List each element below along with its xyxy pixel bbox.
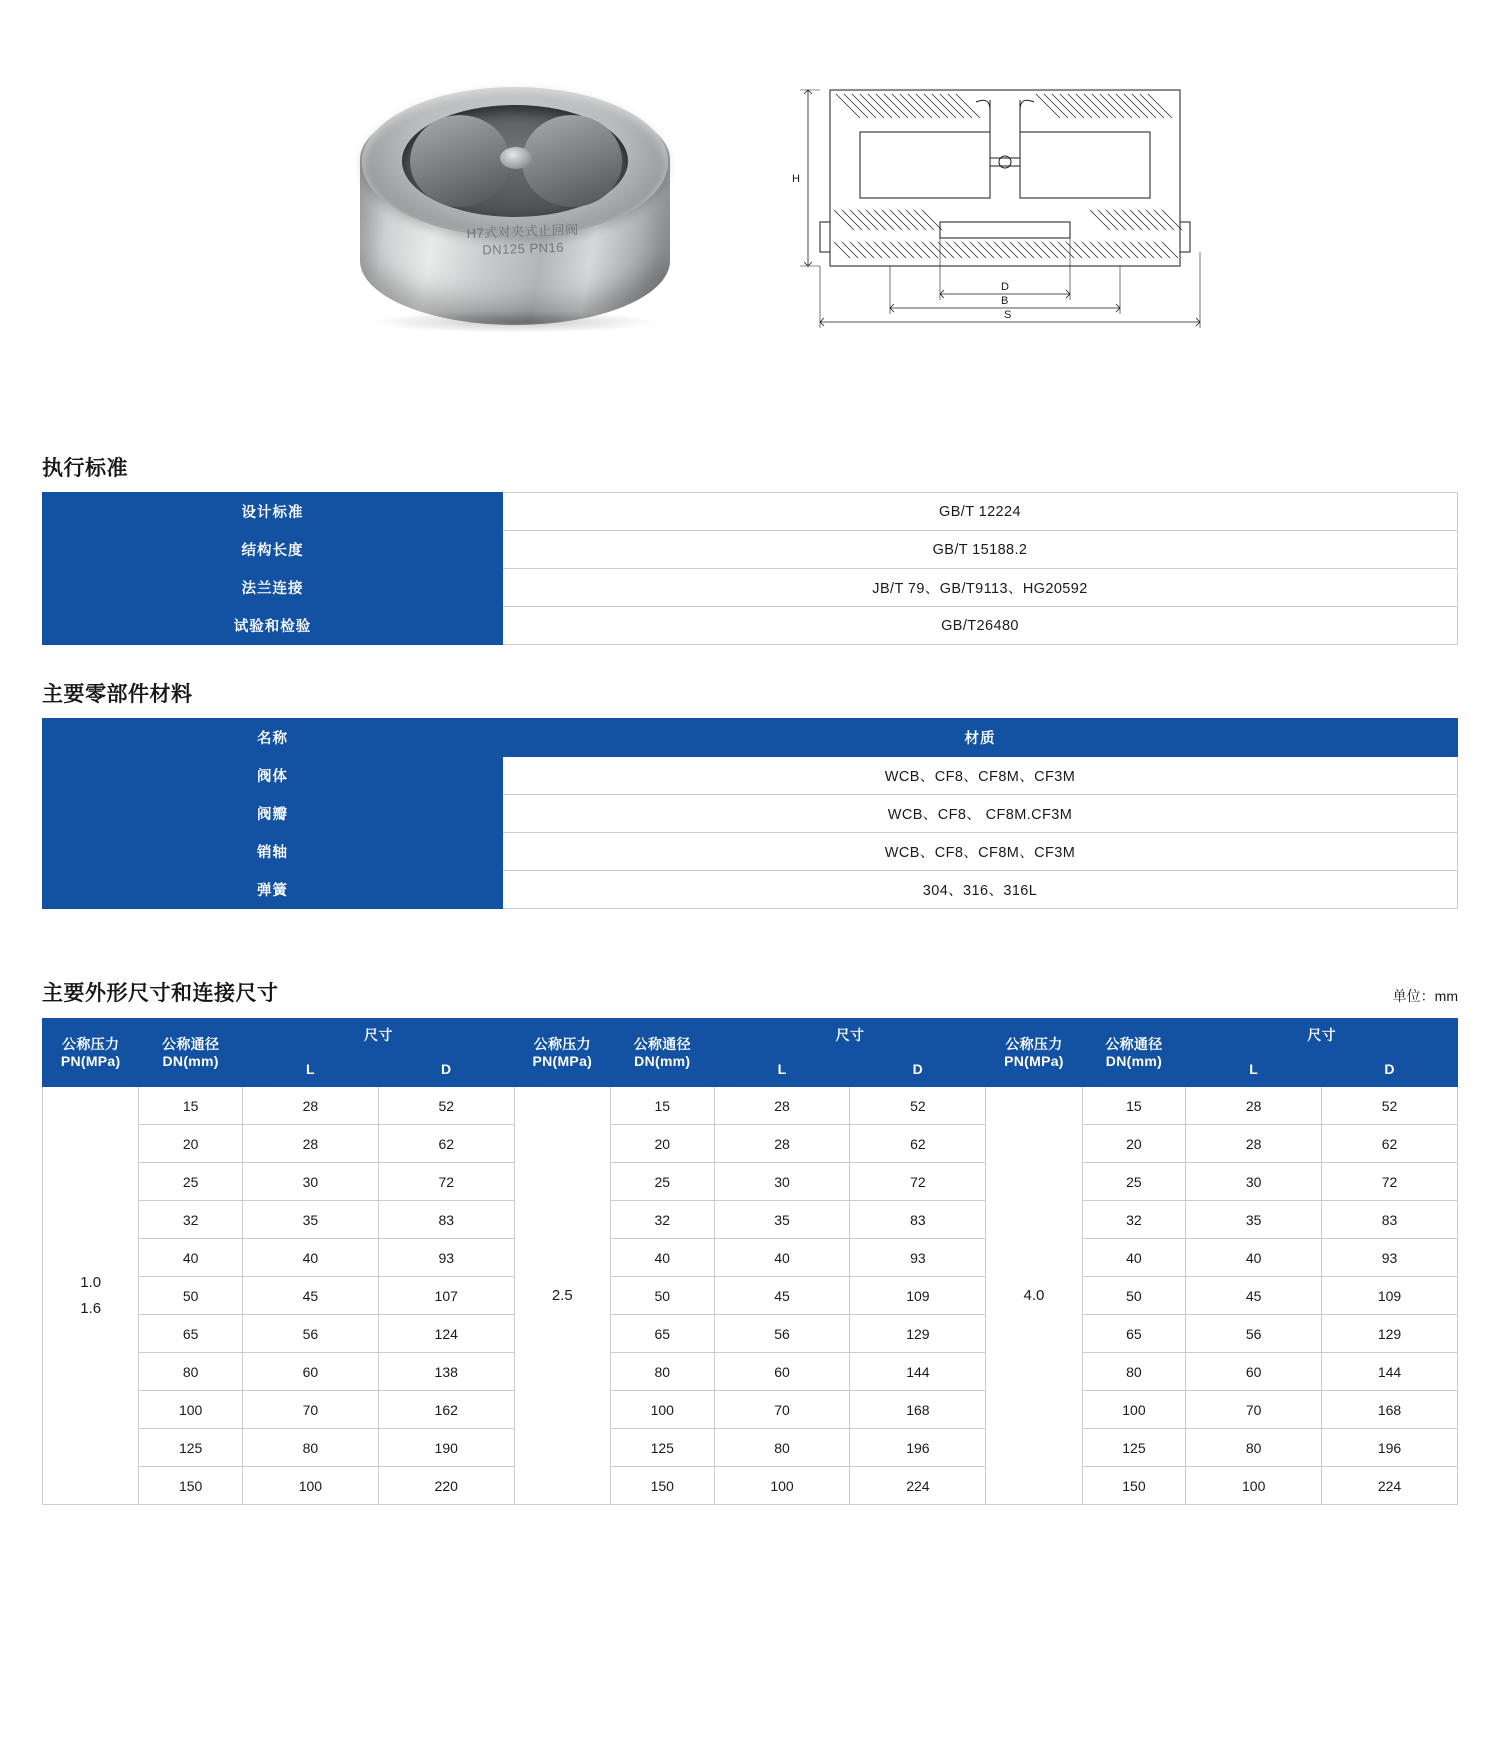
cell-d: 62 <box>850 1125 986 1163</box>
col-header-pn-line2: PN(MPa) <box>532 1052 593 1069</box>
valve-marking-line-2: DN125 PN16 <box>482 239 565 258</box>
cell-d: 72 <box>1322 1163 1458 1201</box>
cell-l: 100 <box>1186 1467 1322 1505</box>
cell-d: 144 <box>1322 1353 1458 1391</box>
cell-dn: 50 <box>139 1277 243 1315</box>
standards-table <box>42 492 1458 645</box>
pn-value-group-1 <box>43 1087 139 1505</box>
standards-row-value: GB/T 12224 <box>503 493 1458 531</box>
cell-dn: 125 <box>610 1429 714 1467</box>
cell-d: 52 <box>378 1087 514 1125</box>
cell-d: 220 <box>378 1467 514 1505</box>
drawing-label-d: D <box>1001 281 1009 293</box>
standards-row-label: 法兰连接 <box>43 569 503 607</box>
cell-d: 72 <box>850 1163 986 1201</box>
valve-product-photo <box>340 75 690 350</box>
drawing-label-h: H <box>792 173 800 185</box>
cell-l: 28 <box>714 1125 850 1163</box>
col-header-dn-2 <box>610 1019 714 1087</box>
cell-d: 224 <box>1322 1467 1458 1505</box>
cell-l: 100 <box>243 1467 379 1505</box>
col-header-dn-3 <box>1082 1019 1186 1087</box>
cell-dn: 150 <box>1082 1467 1186 1505</box>
cell-l: 70 <box>243 1391 379 1429</box>
cell-dn: 100 <box>610 1391 714 1429</box>
standards-section-title: 执行标准 <box>42 457 128 480</box>
cell-l: 35 <box>1186 1201 1322 1239</box>
table-row <box>43 1391 1458 1429</box>
cell-l: 80 <box>1186 1429 1322 1467</box>
valve-disc-right <box>522 115 622 207</box>
table-row <box>43 757 1458 795</box>
standards-row-value: GB/T 15188.2 <box>503 531 1458 569</box>
cell-dn: 80 <box>139 1353 243 1391</box>
table-row <box>43 1277 1458 1315</box>
cell-d: 93 <box>850 1239 986 1277</box>
drawing-label-b: B <box>1001 295 1009 307</box>
valve-marking-line-1: H7式对夹式止回阀 <box>466 222 579 241</box>
cell-l: 70 <box>1186 1391 1322 1429</box>
cell-l: 80 <box>243 1429 379 1467</box>
cell-l: 28 <box>243 1125 379 1163</box>
col-header-size-3: 尺寸 <box>1186 1019 1458 1053</box>
cell-d: 72 <box>378 1163 514 1201</box>
cell-l: 30 <box>1186 1163 1322 1201</box>
materials-row-label: 阀瓣 <box>43 795 503 833</box>
cell-d: 107 <box>378 1277 514 1315</box>
cell-d: 129 <box>850 1315 986 1353</box>
cell-l: 56 <box>1186 1315 1322 1353</box>
cell-d: 196 <box>1322 1429 1458 1467</box>
dimensions-section-title: 主要外形尺寸和连接尺寸 <box>42 982 279 1005</box>
materials-header-material: 材质 <box>503 719 1458 757</box>
cell-l: 28 <box>243 1087 379 1125</box>
cell-d: 62 <box>378 1125 514 1163</box>
col-header-dn-line1: 公称通径 <box>162 1035 220 1052</box>
materials-row-value: WCB、CF8、CF8M、CF3M <box>503 757 1458 795</box>
valve-section-drawing <box>790 70 1250 330</box>
pn-line-1: 1.0 <box>80 1273 102 1291</box>
cell-d: 129 <box>1322 1315 1458 1353</box>
cell-dn: 65 <box>610 1315 714 1353</box>
table-row <box>43 607 1458 645</box>
materials-row-label: 销轴 <box>43 833 503 871</box>
cell-dn: 150 <box>610 1467 714 1505</box>
materials-header-name: 名称 <box>43 719 503 757</box>
cell-d: 52 <box>1322 1087 1458 1125</box>
cell-d: 138 <box>378 1353 514 1391</box>
col-header-dn-line1: 公称通径 <box>633 1035 691 1052</box>
valve-disc-hub <box>500 147 532 169</box>
table-row <box>43 1353 1458 1391</box>
table-row <box>43 871 1458 909</box>
table-row <box>43 1163 1458 1201</box>
cell-dn: 25 <box>610 1163 714 1201</box>
cell-l: 30 <box>714 1163 850 1201</box>
cell-dn: 15 <box>610 1087 714 1125</box>
table-row <box>43 531 1458 569</box>
cell-dn: 80 <box>1082 1353 1186 1391</box>
drawing-label-s: S <box>1004 309 1012 321</box>
col-header-dn-line1: 公称通径 <box>1105 1035 1163 1052</box>
standards-row-value: JB/T 79、GB/T9113、HG20592 <box>503 569 1458 607</box>
table-row <box>43 1239 1458 1277</box>
pn-line-2: 1.6 <box>80 1299 102 1317</box>
table-row <box>43 1315 1458 1353</box>
cell-dn: 32 <box>610 1201 714 1239</box>
pn-value-group-2: 2.5 <box>514 1087 610 1505</box>
cell-l: 80 <box>714 1429 850 1467</box>
cell-d: 109 <box>1322 1277 1458 1315</box>
materials-section-title: 主要零部件材料 <box>42 683 193 706</box>
cell-l: 35 <box>714 1201 850 1239</box>
cell-d: 62 <box>1322 1125 1458 1163</box>
photo-drop-shadow <box>370 311 660 333</box>
col-header-pn-line2: PN(MPa) <box>1004 1052 1064 1069</box>
cell-dn: 50 <box>610 1277 714 1315</box>
table-row <box>43 1467 1458 1505</box>
dimensions-table <box>42 1018 1458 1505</box>
col-header-d-3: D <box>1322 1053 1458 1087</box>
cell-l: 60 <box>243 1353 379 1391</box>
cell-dn: 100 <box>139 1391 243 1429</box>
valve-disc-left <box>410 115 510 207</box>
section-drawing-svg <box>790 70 1250 330</box>
valve-body-marking <box>447 220 598 267</box>
cell-d: 83 <box>1322 1201 1458 1239</box>
cell-l: 40 <box>243 1239 379 1277</box>
cell-dn: 100 <box>1082 1391 1186 1429</box>
cell-l: 70 <box>714 1391 850 1429</box>
cell-d: 109 <box>850 1277 986 1315</box>
table-row <box>43 795 1458 833</box>
cell-d: 196 <box>850 1429 986 1467</box>
cell-l: 28 <box>1186 1125 1322 1163</box>
table-header-row-2 <box>43 1053 1458 1087</box>
col-header-pn-2 <box>514 1019 610 1087</box>
materials-row-label: 阀体 <box>43 757 503 795</box>
cell-l: 56 <box>243 1315 379 1353</box>
col-header-dn-line2: DN(mm) <box>162 1052 219 1069</box>
col-header-dn-1 <box>139 1019 243 1087</box>
cell-l: 30 <box>243 1163 379 1201</box>
cell-d: 93 <box>1322 1239 1458 1277</box>
product-illustration-area <box>0 0 1500 420</box>
cell-d: 168 <box>850 1391 986 1429</box>
col-header-pn-line1: 公称压力 <box>62 1035 120 1052</box>
cell-dn: 15 <box>139 1087 243 1125</box>
standards-row-label: 试验和检验 <box>43 607 503 645</box>
cell-dn: 32 <box>139 1201 243 1239</box>
cell-dn: 40 <box>139 1239 243 1277</box>
cell-dn: 80 <box>610 1353 714 1391</box>
materials-row-label: 弹簧 <box>43 871 503 909</box>
cell-dn: 125 <box>139 1429 243 1467</box>
materials-table <box>42 718 1458 909</box>
cell-dn: 20 <box>139 1125 243 1163</box>
table-header-row-1 <box>43 1019 1458 1053</box>
table-header-row <box>43 719 1458 757</box>
cell-d: 162 <box>378 1391 514 1429</box>
table-row <box>43 1125 1458 1163</box>
cell-dn: 20 <box>1082 1125 1186 1163</box>
standards-row-value: GB/T26480 <box>503 607 1458 645</box>
cell-l: 56 <box>714 1315 850 1353</box>
pn-value-group-3: 4.0 <box>986 1087 1082 1505</box>
cell-l: 35 <box>243 1201 379 1239</box>
cell-dn: 50 <box>1082 1277 1186 1315</box>
cell-dn: 32 <box>1082 1201 1186 1239</box>
cell-l: 28 <box>1186 1087 1322 1125</box>
table-row <box>43 833 1458 871</box>
col-header-dn-line2: DN(mm) <box>634 1052 691 1069</box>
cell-dn: 25 <box>139 1163 243 1201</box>
table-row <box>43 569 1458 607</box>
cell-dn: 15 <box>1082 1087 1186 1125</box>
cell-d: 144 <box>850 1353 986 1391</box>
cell-d: 168 <box>1322 1391 1458 1429</box>
materials-row-value: WCB、CF8、CF8M、CF3M <box>503 833 1458 871</box>
col-header-size-1: 尺寸 <box>243 1019 515 1053</box>
cell-l: 100 <box>714 1467 850 1505</box>
cell-dn: 150 <box>139 1467 243 1505</box>
cell-l: 60 <box>714 1353 850 1391</box>
cell-d: 52 <box>850 1087 986 1125</box>
cell-l: 40 <box>1186 1239 1322 1277</box>
page-footer-marker <box>42 1733 102 1743</box>
cell-l: 28 <box>714 1087 850 1125</box>
cell-dn: 125 <box>1082 1429 1186 1467</box>
col-header-pn-1 <box>43 1019 139 1087</box>
col-header-d-1: D <box>378 1053 514 1087</box>
table-row <box>43 1429 1458 1467</box>
cell-dn: 65 <box>139 1315 243 1353</box>
table-row <box>43 493 1458 531</box>
materials-row-value: 304、316、316L <box>503 871 1458 909</box>
materials-row-value: WCB、CF8、 CF8M.CF3M <box>503 795 1458 833</box>
col-header-l-2: L <box>714 1053 850 1087</box>
cell-d: 83 <box>850 1201 986 1239</box>
cell-l: 45 <box>1186 1277 1322 1315</box>
cell-l: 45 <box>243 1277 379 1315</box>
cell-l: 45 <box>714 1277 850 1315</box>
cell-l: 60 <box>1186 1353 1322 1391</box>
cell-dn: 40 <box>1082 1239 1186 1277</box>
cell-d: 224 <box>850 1467 986 1505</box>
cell-dn: 25 <box>1082 1163 1186 1201</box>
cell-dn: 65 <box>1082 1315 1186 1353</box>
col-header-l-3: L <box>1186 1053 1322 1087</box>
cell-d: 83 <box>378 1201 514 1239</box>
cell-l: 40 <box>714 1239 850 1277</box>
col-header-pn-line2: PN(MPa) <box>60 1052 121 1069</box>
cell-d: 124 <box>378 1315 514 1353</box>
cell-d: 190 <box>378 1429 514 1467</box>
col-header-pn-3 <box>986 1019 1082 1087</box>
table-row <box>43 1201 1458 1239</box>
col-header-size-2: 尺寸 <box>714 1019 986 1053</box>
cell-dn: 20 <box>610 1125 714 1163</box>
col-header-dn-line2: DN(mm) <box>1105 1052 1163 1069</box>
col-header-d-2: D <box>850 1053 986 1087</box>
col-header-l-1: L <box>243 1053 379 1087</box>
table-row <box>43 1087 1458 1125</box>
unit-note: 单位：mm <box>1392 988 1458 1004</box>
standards-row-label: 结构长度 <box>43 531 503 569</box>
col-header-pn-line1: 公称压力 <box>1005 1035 1063 1052</box>
col-header-pn-line1: 公称压力 <box>533 1035 591 1052</box>
cell-dn: 40 <box>610 1239 714 1277</box>
cell-d: 93 <box>378 1239 514 1277</box>
standards-row-label: 设计标准 <box>43 493 503 531</box>
